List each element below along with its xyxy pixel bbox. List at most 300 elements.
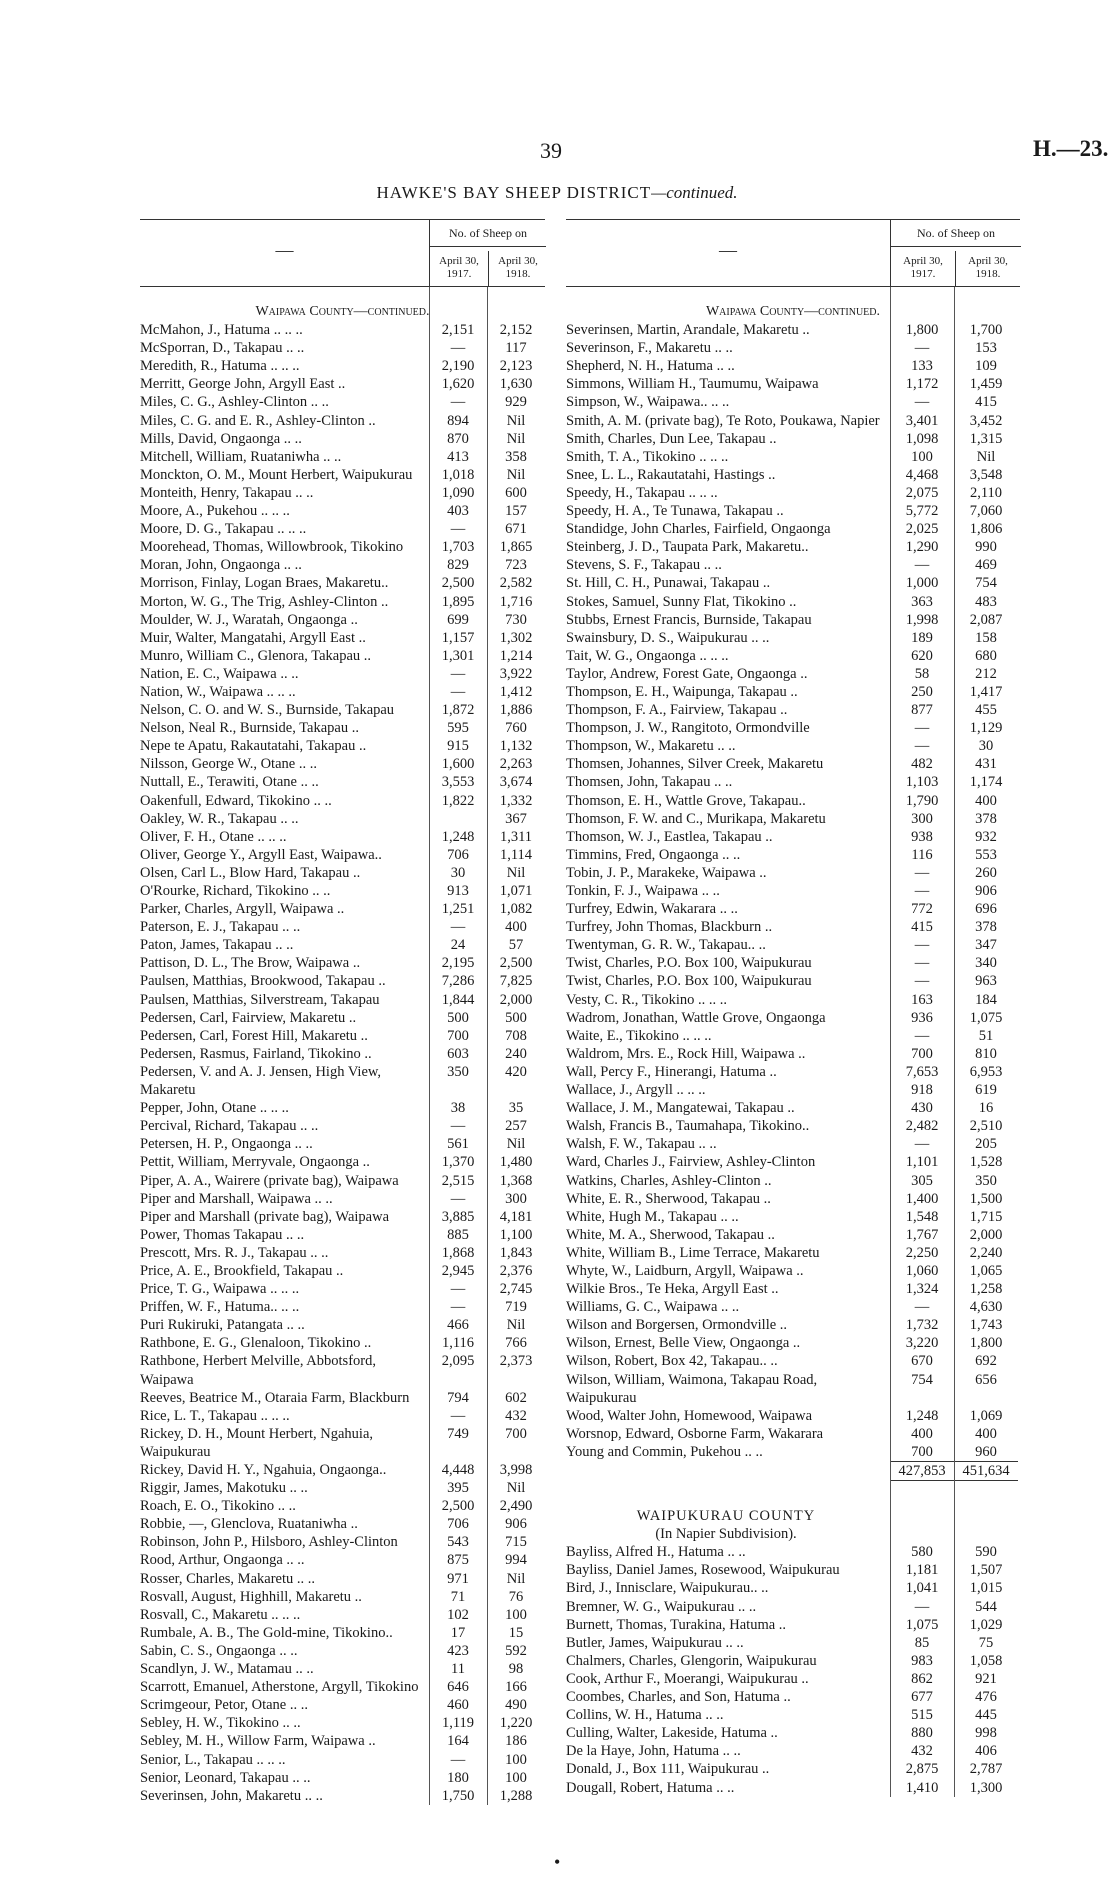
holder-name: Pedersen, Carl, Forest Hill, Makaretu .. [140, 1027, 368, 1044]
section2-sub-row [566, 1525, 1020, 1543]
table-row [140, 357, 545, 375]
holder-name: Munro, William C., Glenora, Takapau .. [140, 647, 372, 664]
section-heading-text: Waipawa County—continued. [255, 304, 430, 319]
table-row [140, 1751, 545, 1769]
holder-name: Dougall, Robert, Hatuma .. .. [566, 1779, 735, 1796]
holder-name: Oliver, George Y., Argyll East, Waipawa.. [140, 846, 382, 863]
sheep-1918: 1,700 [969, 322, 1003, 339]
table-row [140, 1280, 545, 1298]
table-row [140, 375, 545, 393]
sheep-1917: 870 [447, 430, 469, 447]
holder-name: Severinsen, Martin, Arandale, Makaretu .. [566, 322, 810, 339]
sheep-1918: 1,071 [499, 883, 533, 899]
holder-name: Pedersen, Carl, Fairview, Makaretu .. [140, 1009, 357, 1026]
holder-name: Moore, D. G., Takapau .. .. .. [140, 521, 307, 538]
table-row [566, 918, 1020, 936]
holder-name: Thompson, F. A., Fairview, Takapau .. [566, 702, 788, 719]
sheep-1917: 116 [911, 846, 933, 863]
sheep-1917: — [450, 1751, 466, 1768]
section-heading [140, 287, 545, 321]
holder-name: Power, Thomas Takapau .. .. [140, 1226, 305, 1243]
sheep-1917: — [914, 720, 930, 737]
sheep-1918: 1,214 [499, 647, 533, 664]
holder-name: Scrimgeour, Petor, Otane .. .. [140, 1697, 308, 1714]
table-row [140, 1642, 545, 1660]
holder-name: Burnett, Thomas, Turakina, Hatuma .. [566, 1616, 787, 1633]
holder-name: Thomsen, John, Takapau .. .. [566, 774, 733, 791]
sheep-1918: 1,300 [969, 1779, 1003, 1796]
report-reference: H.—23. [1033, 136, 1109, 161]
sheep-1917: 561 [447, 1136, 469, 1153]
holder-name: Smith, A. M. (private bag), Te Roto, Poukawa, Napier [566, 412, 880, 429]
sheep-1917: 1,600 [441, 756, 475, 773]
table-row [140, 430, 545, 448]
table-row [566, 1352, 1020, 1370]
table-row [140, 1352, 545, 1388]
table-row [566, 701, 1020, 719]
table-row [140, 918, 545, 936]
table-row [566, 1598, 1020, 1616]
table-row [140, 1497, 545, 1515]
holder-name: Puri Rukiruki, Patangata .. .. [140, 1317, 305, 1334]
section2-heading-row [566, 1507, 1020, 1525]
sheep-1918: 960 [975, 1443, 997, 1460]
sheep-1918: 1,332 [499, 792, 533, 809]
table-row [140, 900, 545, 918]
sheep-1918: 57 [508, 937, 524, 954]
sheep-1918: 766 [505, 1335, 527, 1352]
sheep-1918: 1,302 [499, 629, 533, 646]
section-heading-text: Waipawa County—continued. [705, 304, 881, 319]
table-row [140, 1696, 545, 1714]
holder-name: Moore, A., Pukehou .. .. .. [140, 503, 290, 520]
holder-name: Senior, Leonard, Takapau .. .. [140, 1769, 311, 1786]
holder-name: Thomson, F. W. and C., Murikapa, Makaretu [566, 810, 826, 827]
sheep-1918: 7,825 [499, 973, 533, 990]
holder-name: Reeves, Beatrice M., Otaraia Farm, Blackburn [140, 1389, 410, 1406]
table-row [566, 357, 1020, 375]
sheep-1918: 671 [505, 521, 527, 538]
sheep-1917: 2,875 [905, 1761, 939, 1778]
holder-name: Roach, E. O., Tikokino .. .. [140, 1498, 296, 1515]
table-row [566, 1063, 1020, 1081]
sheep-1917: — [450, 521, 466, 538]
sheep-1918: 998 [975, 1725, 997, 1742]
sheep-1918: Nil [506, 1480, 526, 1497]
sheep-1918: Nil [976, 448, 996, 465]
holder-name: Thomsen, Johannes, Silver Creek, Makaretu [566, 756, 824, 773]
sheep-1917: 918 [911, 1082, 933, 1099]
sheep-1917: 515 [911, 1707, 933, 1724]
sheep-1917: 1,324 [905, 1281, 939, 1298]
table-row [566, 1561, 1020, 1579]
sheep-1918: 15 [508, 1624, 524, 1641]
holder-name: Smith, T. A., Tikokino .. .. .. [566, 448, 729, 465]
holder-name: White, Hugh M., Takapau .. .. [566, 1208, 739, 1225]
table-row [140, 484, 545, 502]
sheep-1918: 1,459 [969, 376, 1003, 393]
sheep-1917: — [914, 1136, 930, 1153]
sheep-1917: — [450, 683, 466, 700]
footer-mark: • [554, 1852, 561, 1872]
holder-name: Bayliss, Alfred H., Hatuma .. .. [566, 1544, 746, 1561]
sheep-1917: 30 [450, 864, 466, 881]
sheep-1918: 723 [505, 557, 527, 574]
sheep-1918: 212 [975, 665, 997, 682]
sheep-1917: — [914, 883, 930, 899]
holder-name: Thompson, E. H., Waipunga, Takapau .. [566, 683, 798, 700]
sheep-1918: 378 [975, 919, 997, 936]
sheep-1918: 2,787 [969, 1761, 1003, 1778]
sheep-1917: 2,250 [905, 1244, 939, 1261]
sheep-1917: 1,041 [905, 1580, 939, 1597]
sheep-1918: 715 [505, 1534, 527, 1551]
sheep-1918: 1,865 [499, 539, 533, 556]
sheep-1917: 646 [447, 1679, 469, 1696]
sheep-1918: 400 [975, 792, 997, 809]
sheep-1918: 76 [508, 1588, 524, 1605]
sheep-1918: 420 [505, 1063, 527, 1080]
header-group [890, 220, 1021, 286]
table-row [140, 773, 545, 791]
sheep-1918: 4,181 [499, 1208, 533, 1225]
sheep-1917: — [914, 340, 930, 357]
table-row [566, 755, 1020, 773]
table-row [140, 701, 545, 719]
sheep-1918: 432 [505, 1407, 527, 1424]
sheep-1918: 1,417 [969, 683, 1003, 700]
sheep-1917: 164 [447, 1733, 469, 1750]
sheep-1917: 971 [447, 1570, 469, 1587]
sheep-1917: 620 [911, 647, 933, 664]
sheep-1917: 24 [450, 937, 466, 954]
sheep-1917: 1,750 [441, 1787, 475, 1804]
sheep-1918: 378 [975, 810, 997, 827]
table-row [140, 1588, 545, 1606]
holder-name: Twist, Charles, P.O. Box 100, Waipukurau [566, 973, 812, 990]
header-group [429, 220, 546, 286]
sheep-1917: 580 [911, 1544, 933, 1561]
sheep-1917: 1,075 [905, 1616, 939, 1633]
holder-name: Wilson, Ernest, Belle View, Ongaonga .. [566, 1335, 801, 1352]
sheep-1918: 400 [505, 919, 527, 936]
sheep-1918: Nil [506, 1136, 526, 1153]
sheep-1917: 1,116 [441, 1335, 475, 1352]
table-row [140, 321, 545, 339]
sheep-1918: 921 [975, 1670, 997, 1687]
holder-name: Coombes, Charles, and Son, Hatuma .. [566, 1689, 791, 1706]
sheep-1918: 117 [505, 340, 527, 357]
sheep-1917: 423 [447, 1642, 469, 1659]
holder-name: Stubbs, Ernest Francis, Burnside, Takapau [566, 611, 812, 628]
holder-name: Pedersen, V. and A. J. Jensen, High View, Makaretu [140, 1063, 382, 1099]
table-row [140, 412, 545, 430]
sheep-1918: 2,373 [499, 1353, 533, 1370]
holder-name: Watkins, Charles, Ashley-Clinton .. [566, 1172, 772, 1189]
sheep-1918: 2,582 [499, 575, 533, 592]
table-row [566, 321, 1020, 339]
table-row [566, 393, 1020, 411]
holder-name: Culling, Walter, Lakeside, Hatuma .. [566, 1725, 778, 1742]
table-row [140, 792, 545, 810]
header-group-title: No. of Sheep on [430, 226, 546, 247]
holder-name: Donald, J., Box 111, Waipukurau .. [566, 1761, 770, 1778]
holder-name: De la Haye, John, Hatuma .. .. [566, 1743, 741, 1760]
header-year-1918: April 30, 1918. [955, 251, 1020, 286]
sheep-1917: 250 [911, 683, 933, 700]
holder-name: White, E. R., Sherwood, Takapau .. [566, 1190, 771, 1207]
holder-name: Severinson, F., Makaretu .. .. [566, 340, 733, 357]
table-row [140, 665, 545, 683]
sheep-1918: 490 [505, 1697, 527, 1714]
sheep-1917: — [914, 394, 930, 411]
sheep-1918: 6,953 [969, 1063, 1003, 1080]
sheep-1918: 1,311 [499, 828, 533, 845]
table-row [566, 611, 1020, 629]
table-row [566, 1099, 1020, 1117]
sheep-1918: 2,376 [499, 1262, 533, 1279]
table-row [566, 1579, 1020, 1597]
table-row [140, 1606, 545, 1624]
sheep-1917: — [450, 665, 466, 682]
sheep-1917: 58 [914, 665, 930, 682]
sheep-1918: 2,110 [969, 484, 1003, 501]
table-row [140, 1515, 545, 1533]
sheep-1917: — [914, 864, 930, 881]
table-row [566, 1616, 1020, 1634]
sheep-1917: 794 [447, 1389, 469, 1406]
sheep-1917: 100 [911, 448, 933, 465]
sheep-1918: 153 [975, 340, 997, 357]
table-row [140, 1208, 545, 1226]
table-row [566, 737, 1020, 755]
table-row [566, 792, 1020, 810]
holder-name: Piper and Marshall, Waipawa .. .. [140, 1190, 333, 1207]
table-row [140, 1660, 545, 1678]
sheep-1917: 2,500 [441, 1498, 475, 1515]
sheep-1917: 915 [447, 738, 469, 755]
holder-name: Severinsen, John, Makaretu .. .. [140, 1787, 323, 1804]
holder-name: Simpson, W., Waipawa.. .. .. [566, 394, 730, 411]
table-row [566, 1670, 1020, 1688]
sheep-1918: 109 [975, 358, 997, 375]
sheep-1918: 1,630 [499, 376, 533, 393]
holder-name: Wilson, Robert, Box 42, Takapau.. .. [566, 1353, 778, 1370]
sheep-1917: 430 [911, 1100, 933, 1117]
sheep-1918: 2,000 [969, 1226, 1003, 1243]
sheep-1918: 3,922 [499, 665, 533, 682]
holder-name: McMahon, J., Hatuma .. .. .. [140, 322, 303, 339]
holder-name: Rathbone, E. G., Glenaloon, Tikokino .. [140, 1335, 372, 1352]
sheep-1918: 929 [505, 394, 527, 411]
sheep-1917: 1,290 [905, 539, 939, 556]
sheep-1917: 189 [911, 629, 933, 646]
holder-name: Bayliss, Daniel James, Rosewood, Waipukurau [566, 1562, 840, 1579]
table-row [566, 882, 1020, 900]
sheep-1918: 1,029 [969, 1616, 1003, 1633]
sheep-1917: 1,172 [905, 376, 939, 393]
table-row [566, 1190, 1020, 1208]
sheep-1917: 2,515 [441, 1172, 475, 1189]
table-row [566, 810, 1020, 828]
table-row [566, 520, 1020, 538]
holder-name: Price, A. E., Brookfield, Takapau .. [140, 1262, 344, 1279]
sheep-1918: 810 [975, 1045, 997, 1062]
table-row [566, 991, 1020, 1009]
table-row [566, 1371, 1020, 1407]
holder-name: Sebley, M. H., Willow Farm, Waipawa .. [140, 1733, 376, 1750]
sheep-1917: 432 [911, 1743, 933, 1760]
table-row [140, 1027, 545, 1045]
sheep-1917: 305 [911, 1172, 933, 1189]
holder-name: Tait, W. G., Ongaonga .. .. .. [566, 647, 729, 664]
table-row [140, 1479, 545, 1497]
sheep-1917: 595 [447, 720, 469, 737]
sheep-1917: 706 [447, 846, 469, 863]
left-table [140, 219, 545, 1805]
holder-name: Walsh, F. W., Takapau .. .. [566, 1136, 717, 1153]
sheep-1918: 656 [975, 1371, 997, 1388]
sheep-1918: 2,240 [969, 1244, 1003, 1261]
holder-name: Williams, G. C., Waipawa .. .. [566, 1299, 740, 1316]
holder-name: Morrison, Finlay, Logan Braes, Makaretu.. [140, 575, 389, 592]
sheep-1918: 1,075 [969, 1009, 1003, 1026]
table-row [140, 520, 545, 538]
sheep-1917: — [914, 1027, 930, 1044]
sheep-1918: 100 [505, 1751, 527, 1768]
holder-name: Standidge, John Charles, Fairfield, Ongaonga [566, 521, 831, 538]
section2-subheading: (In Napier Subdivision). [655, 1526, 797, 1543]
table-row [140, 1787, 545, 1805]
sheep-1918: 1,082 [499, 901, 533, 918]
sheep-1917: 700 [911, 1045, 933, 1062]
holder-name: Riggir, James, Makotuku .. .. [140, 1480, 308, 1497]
holder-name: Miles, C. G., Ashley-Clinton .. .. [140, 394, 329, 411]
table-row [140, 1551, 545, 1569]
sheep-1917: 1,119 [441, 1715, 475, 1732]
sheep-1918: 754 [975, 575, 997, 592]
sheep-1918: 3,452 [969, 412, 1003, 429]
sheep-1918: 1,480 [499, 1154, 533, 1171]
table-row [566, 683, 1020, 701]
sheep-1917: 829 [447, 557, 469, 574]
sheep-1917: — [450, 394, 466, 411]
holder-name: Mitchell, William, Ruataniwha .. .. [140, 448, 342, 465]
holder-name: O'Rourke, Richard, Tikokino .. .. [140, 883, 331, 899]
table-row [140, 1316, 545, 1334]
title-continued: —continued. [651, 183, 738, 202]
sheep-1917: 877 [911, 702, 933, 719]
holder-name: Bird, J., Innisclare, Waipukurau.. .. [566, 1580, 769, 1597]
sheep-1918: 602 [505, 1389, 527, 1406]
table-row [140, 1009, 545, 1027]
sheep-1917: 1,090 [441, 484, 475, 501]
table-row [140, 1732, 545, 1750]
table-row [140, 629, 545, 647]
sheep-1917: 699 [447, 611, 469, 628]
sheep-1918: 406 [975, 1743, 997, 1760]
holder-name: Young and Commin, Pukehou .. .. [566, 1443, 763, 1460]
holder-name: Pettit, William, Merryvale, Ongaonga .. [140, 1154, 370, 1171]
holder-name: Sabin, C. S., Ongaonga .. .. [140, 1642, 298, 1659]
table-row [566, 1706, 1020, 1724]
sheep-1917: 4,448 [441, 1462, 475, 1478]
table-row [566, 1045, 1020, 1063]
sheep-1918: 994 [505, 1552, 527, 1569]
sheep-1918: 692 [975, 1353, 997, 1370]
holder-name: Olsen, Carl L., Blow Hard, Takapau .. [140, 864, 361, 881]
table-row [566, 1425, 1020, 1443]
sheep-1918: 619 [975, 1082, 997, 1099]
spacer [566, 1481, 1020, 1507]
sheep-1917: — [450, 1299, 466, 1316]
sheep-1917: 7,286 [441, 973, 475, 990]
header-year-1917: April 30, 1917. [439, 255, 479, 280]
table-row [566, 593, 1020, 611]
table-row [566, 1688, 1020, 1706]
holder-name: Collins, W. H., Hatuma .. .. [566, 1707, 724, 1724]
table-row [140, 882, 545, 900]
holder-name: Paterson, E. J., Takapau .. .. [140, 919, 301, 936]
sheep-1918: Nil [506, 412, 526, 429]
table-row [140, 647, 545, 665]
sheep-1918: 592 [505, 1642, 527, 1659]
sheep-1918: 700 [505, 1425, 527, 1442]
table-row [566, 1760, 1020, 1778]
holder-name: White, M. A., Sherwood, Takapau .. [566, 1226, 775, 1243]
table-row [566, 1009, 1020, 1027]
holder-name: Timmins, Fred, Ongaonga .. .. [566, 846, 741, 863]
sheep-1918: 1,806 [969, 521, 1003, 538]
sheep-1918: 1,129 [969, 720, 1003, 737]
sheep-1917: 163 [911, 991, 933, 1008]
holder-name: Oakley, W. R., Takapau .. .. [140, 810, 299, 827]
table-row [566, 1226, 1020, 1244]
holder-name: Senior, L., Takapau .. .. .. [140, 1751, 286, 1768]
sheep-1917: — [450, 919, 466, 936]
sheep-1917: 1,103 [905, 774, 939, 791]
sheep-1917: 400 [911, 1425, 933, 1442]
table-row [566, 1742, 1020, 1760]
holder-name: Worsnop, Edward, Osborne Farm, Wakarara [566, 1425, 824, 1442]
sheep-1917: 1,248 [905, 1407, 939, 1424]
holder-name: Moulder, W. J., Waratah, Ongaonga .. [140, 611, 358, 628]
sheep-1918: 483 [975, 593, 997, 610]
holder-name: Price, T. G., Waipawa .. .. .. [140, 1281, 300, 1298]
table-row [140, 466, 545, 484]
sheep-1918: 51 [978, 1027, 994, 1044]
sheep-1918: 1,716 [499, 593, 533, 610]
sheep-1917: 862 [911, 1670, 933, 1687]
holder-name: Piper and Marshall (private bag), Waipawa [140, 1208, 390, 1225]
sheep-1918: 2,000 [499, 991, 533, 1008]
total-1918: 451,634 [954, 1461, 1018, 1481]
sheep-1918: 708 [505, 1027, 527, 1044]
table-row [566, 1634, 1020, 1652]
right-rows [566, 287, 1020, 1797]
holder-name: Twist, Charles, P.O. Box 100, Waipukurau [566, 955, 812, 972]
table-row [140, 1244, 545, 1262]
table-row [566, 502, 1020, 520]
sheep-1917: 706 [447, 1516, 469, 1533]
sheep-1918: 1,368 [499, 1172, 533, 1189]
table-row [566, 846, 1020, 864]
holder-name: Nelson, Neal R., Burnside, Takapau .. [140, 720, 359, 737]
sheep-1918: 75 [978, 1634, 994, 1651]
sheep-1917: 1,410 [905, 1779, 939, 1796]
holder-name: Wall, Percy F., Hinerangi, Hatuma .. [566, 1063, 777, 1080]
table-row [140, 1624, 545, 1642]
